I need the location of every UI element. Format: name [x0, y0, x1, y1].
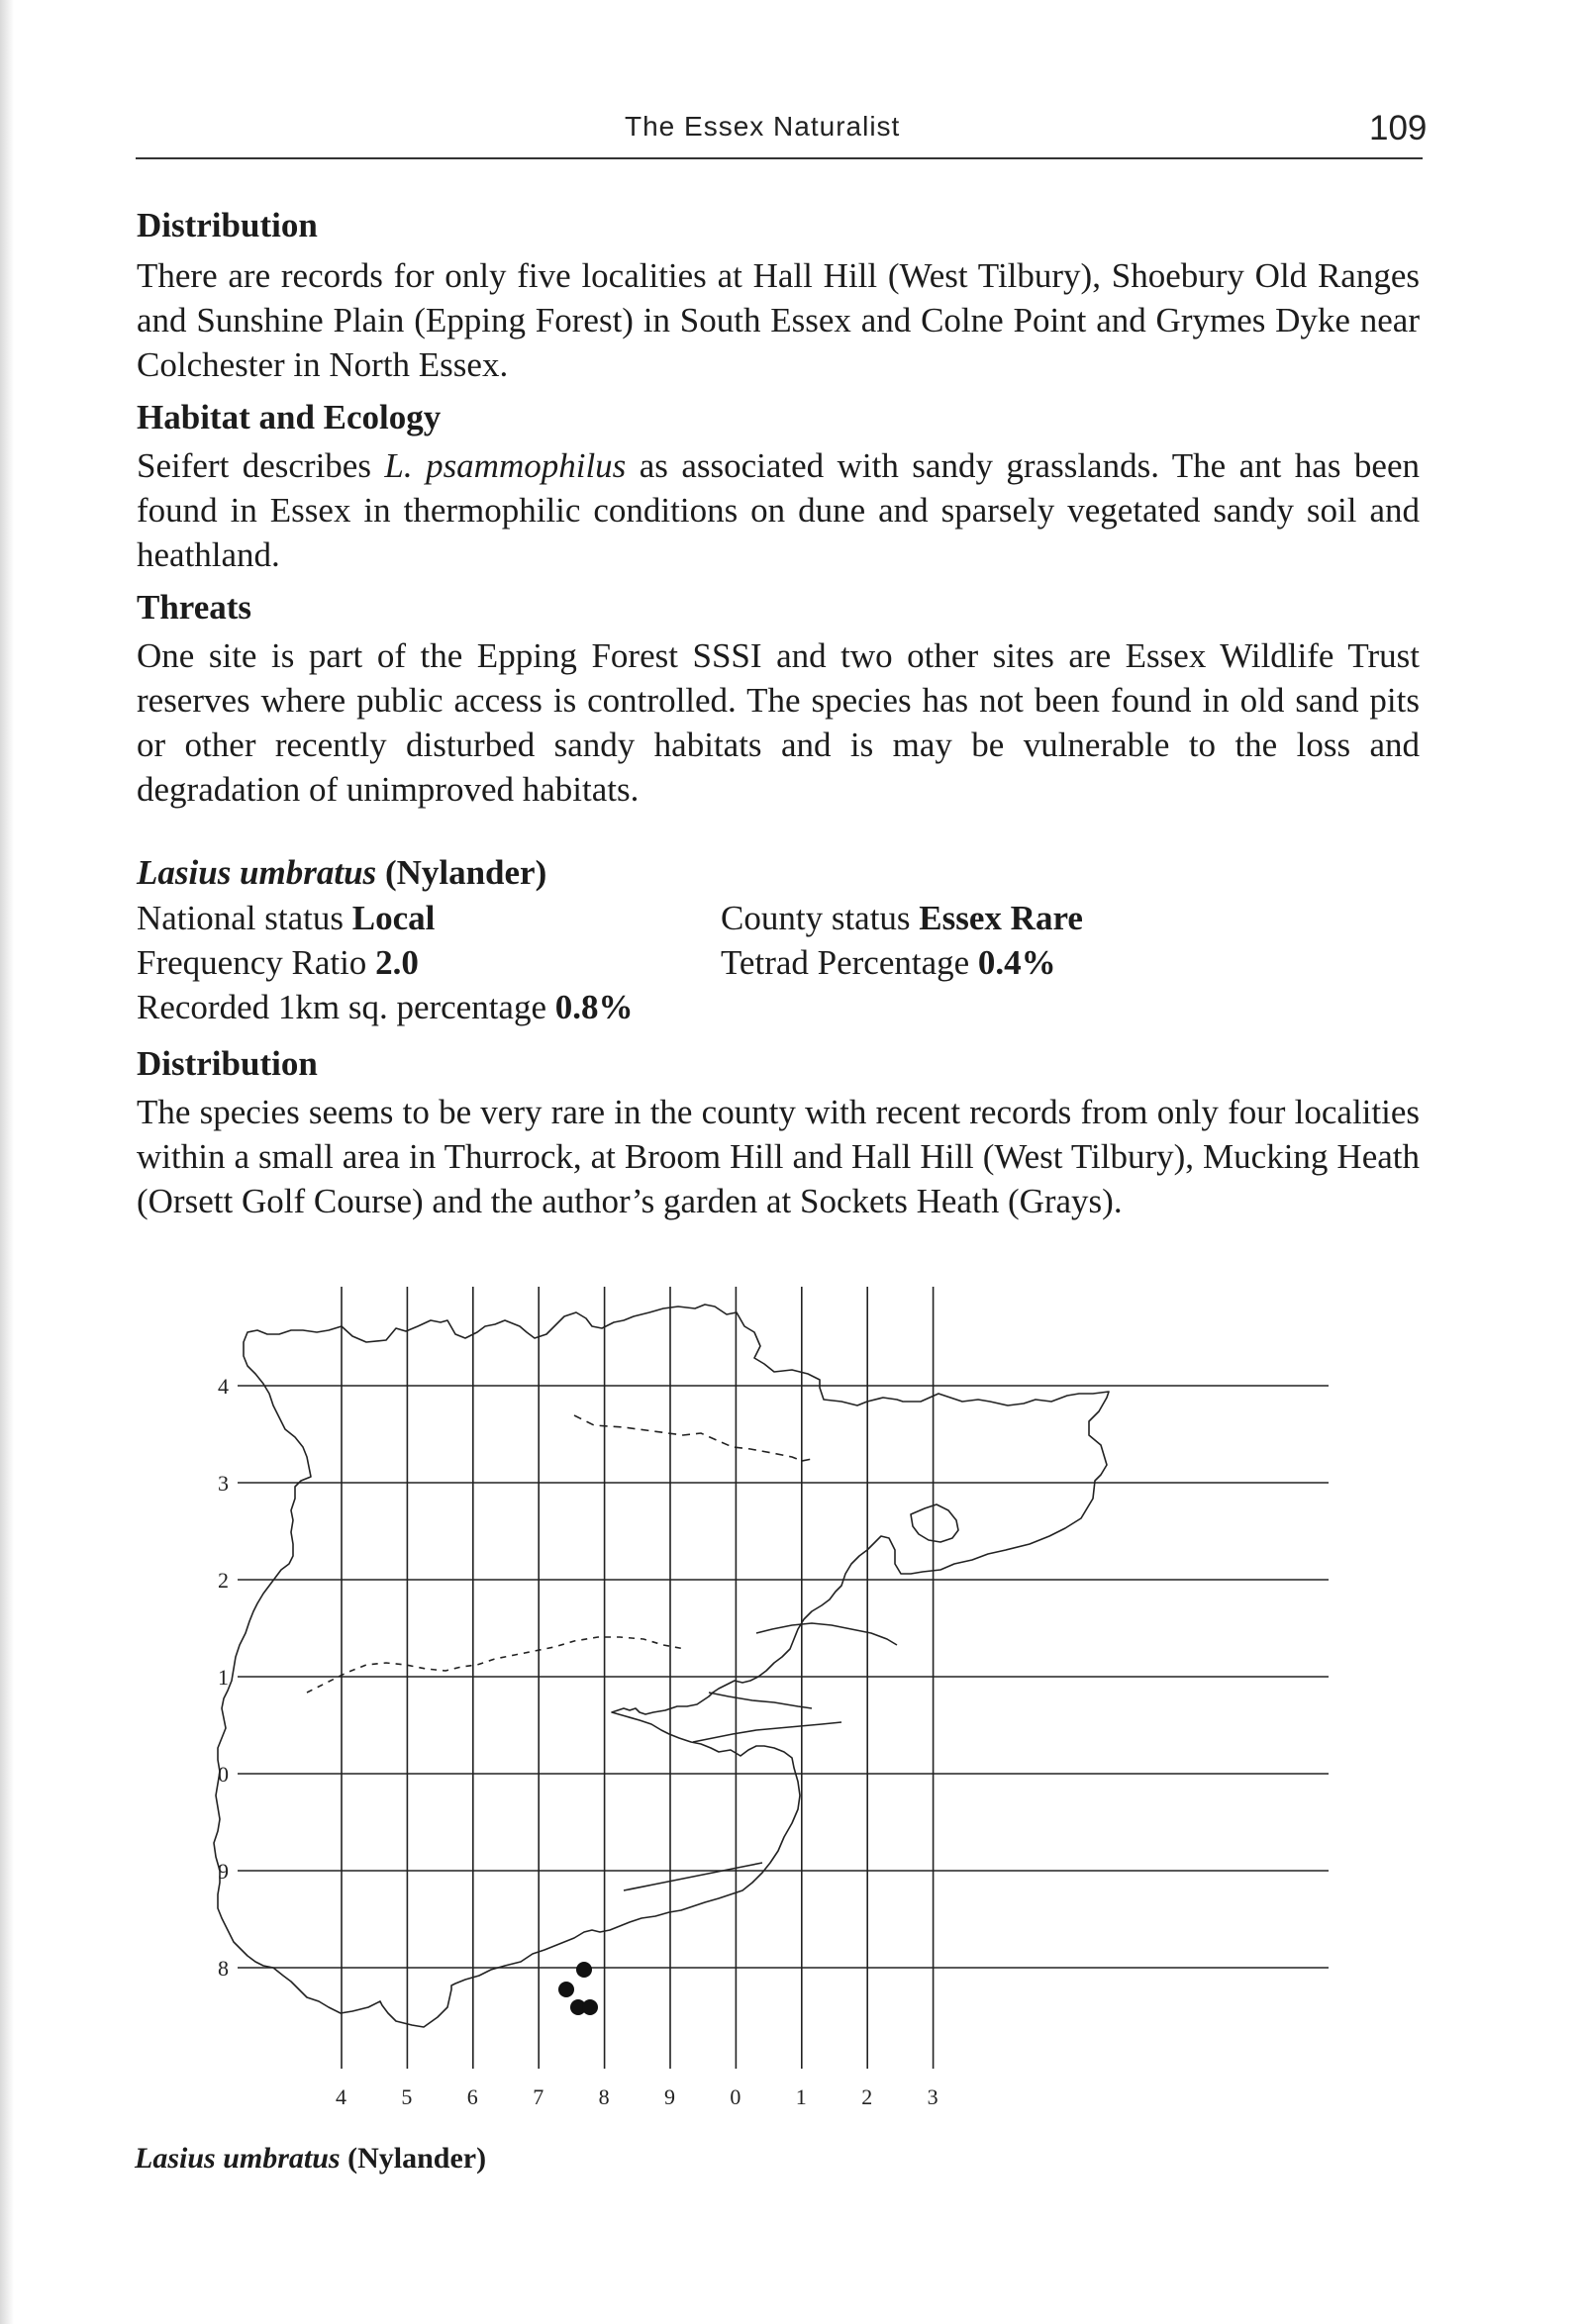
y-label-2: 2 [218, 1568, 229, 1593]
record-dot [558, 1982, 574, 1997]
threats-paragraph: One site is part of the Epping Forest SSSI and two other sites are Essex Wildlife Trust reserves where public access is controlled. The species has not been found in old sand pits or other recently disturbed sandy habitats and is may be vulnerable to the loss and degradation of unimproved habitats. [137, 636, 1420, 809]
x-label-2: 2 [861, 2084, 873, 2109]
x-label-4: 4 [336, 2084, 346, 2109]
map-grid [238, 1287, 1329, 2069]
frequency-label: Frequency Ratio [137, 943, 376, 982]
river-line-2 [709, 1693, 812, 1708]
threats-heading: Threats [137, 588, 252, 627]
y-label-1: 1 [218, 1665, 229, 1690]
species-name: Lasius umbratus [137, 853, 377, 892]
national-status-value: Local [351, 899, 436, 937]
frequency-ratio [137, 943, 419, 983]
recorded-percentage [137, 988, 634, 1027]
county-boundary [214, 1305, 1109, 2027]
species-distribution-paragraph: The species seems to be very rare in the county with recent records from only four localities within a small area in Thurrock, at Broom Hill and Hall Hill (West Tilbury), Mucking Heath (Orsett Golf Course) and the author’s garden at Sockets Heath (Grays). [137, 1093, 1420, 1220]
record-dot [576, 1962, 592, 1978]
distribution-paragraph: There are records for only five localities at Hall Hill (West Tilbury), Shoebury Old Ranges and Sunshine Plain (Epping Forest) in South Essex and Colne Point and Grymes Dyke near Colchester in North Essex. [137, 256, 1420, 384]
habitat-heading: Habitat and Ecology [137, 398, 442, 436]
map-caption [135, 2142, 486, 2176]
map-x-labels [336, 2084, 938, 2109]
coast-detail [911, 1504, 958, 1542]
county-status-value: Essex Rare [919, 899, 1083, 937]
recorded-label: Recorded 1km sq. percentage [137, 988, 555, 1026]
national-status-label: National status [137, 899, 352, 937]
national-status [137, 899, 435, 938]
frequency-value: 2.0 [375, 943, 419, 982]
y-label-3: 3 [218, 1471, 229, 1496]
y-label-0: 0 [218, 1762, 229, 1787]
inner-boundary [574, 1415, 812, 1461]
x-label-6: 6 [466, 2084, 478, 2109]
distribution-body [137, 253, 1420, 387]
x-label-3: 3 [927, 2084, 938, 2109]
threats-body [137, 633, 1420, 812]
tetrad-value: 0.4% [977, 943, 1056, 982]
habitat-body [137, 443, 1420, 577]
river-line-1 [693, 1722, 841, 1742]
y-label-8: 8 [218, 1956, 229, 1981]
river-line-3 [624, 1863, 762, 1890]
habitat-species-name: L. psammophilus [384, 446, 627, 485]
x-label-8: 8 [598, 2084, 610, 2109]
x-label-7: 7 [533, 2084, 544, 2109]
page-number: 109 [1369, 109, 1428, 147]
x-label-0: 0 [730, 2084, 741, 2109]
distribution-map [158, 1277, 1346, 2128]
habitat-text-end: as associated with sandy grasslands. The ant has been found in Essex in thermophilic conditions on dune and sparsely vegetated sandy soil and heathland. [137, 446, 1420, 574]
distribution-heading: Distribution [137, 206, 318, 244]
record-dot [582, 1999, 598, 2015]
county-status-label: County status [721, 899, 920, 937]
species-title [137, 853, 546, 893]
map-y-labels [218, 1374, 229, 1981]
tetrad-percentage [721, 943, 1056, 983]
habitat-text-start: Seifert describes [137, 446, 385, 485]
estuary-outline [756, 1623, 897, 1645]
x-label-1: 1 [795, 2084, 807, 2109]
header-rule [136, 157, 1423, 159]
x-label-5: 5 [401, 2084, 413, 2109]
tetrad-label: Tetrad Percentage [721, 943, 978, 982]
x-label-9: 9 [664, 2084, 675, 2109]
y-label-4: 4 [218, 1374, 229, 1399]
map-records [558, 1962, 598, 2015]
county-status [721, 899, 1083, 938]
habitat-paragraph [137, 443, 1420, 577]
species-author: (Nylander) [384, 853, 547, 892]
running-head: The Essex Naturalist [625, 111, 901, 142]
species-distribution-body [137, 1090, 1420, 1223]
page-edge-shadow [0, 0, 14, 2324]
caption-author: (Nylander) [347, 2142, 487, 2175]
recorded-value: 0.8% [554, 988, 634, 1026]
caption-species: Lasius umbratus [135, 2142, 341, 2175]
y-label-9: 9 [218, 1859, 229, 1884]
species-distribution-heading: Distribution [137, 1044, 318, 1083]
dashed-boundary [307, 1637, 685, 1693]
county-outline [214, 1305, 1109, 2027]
